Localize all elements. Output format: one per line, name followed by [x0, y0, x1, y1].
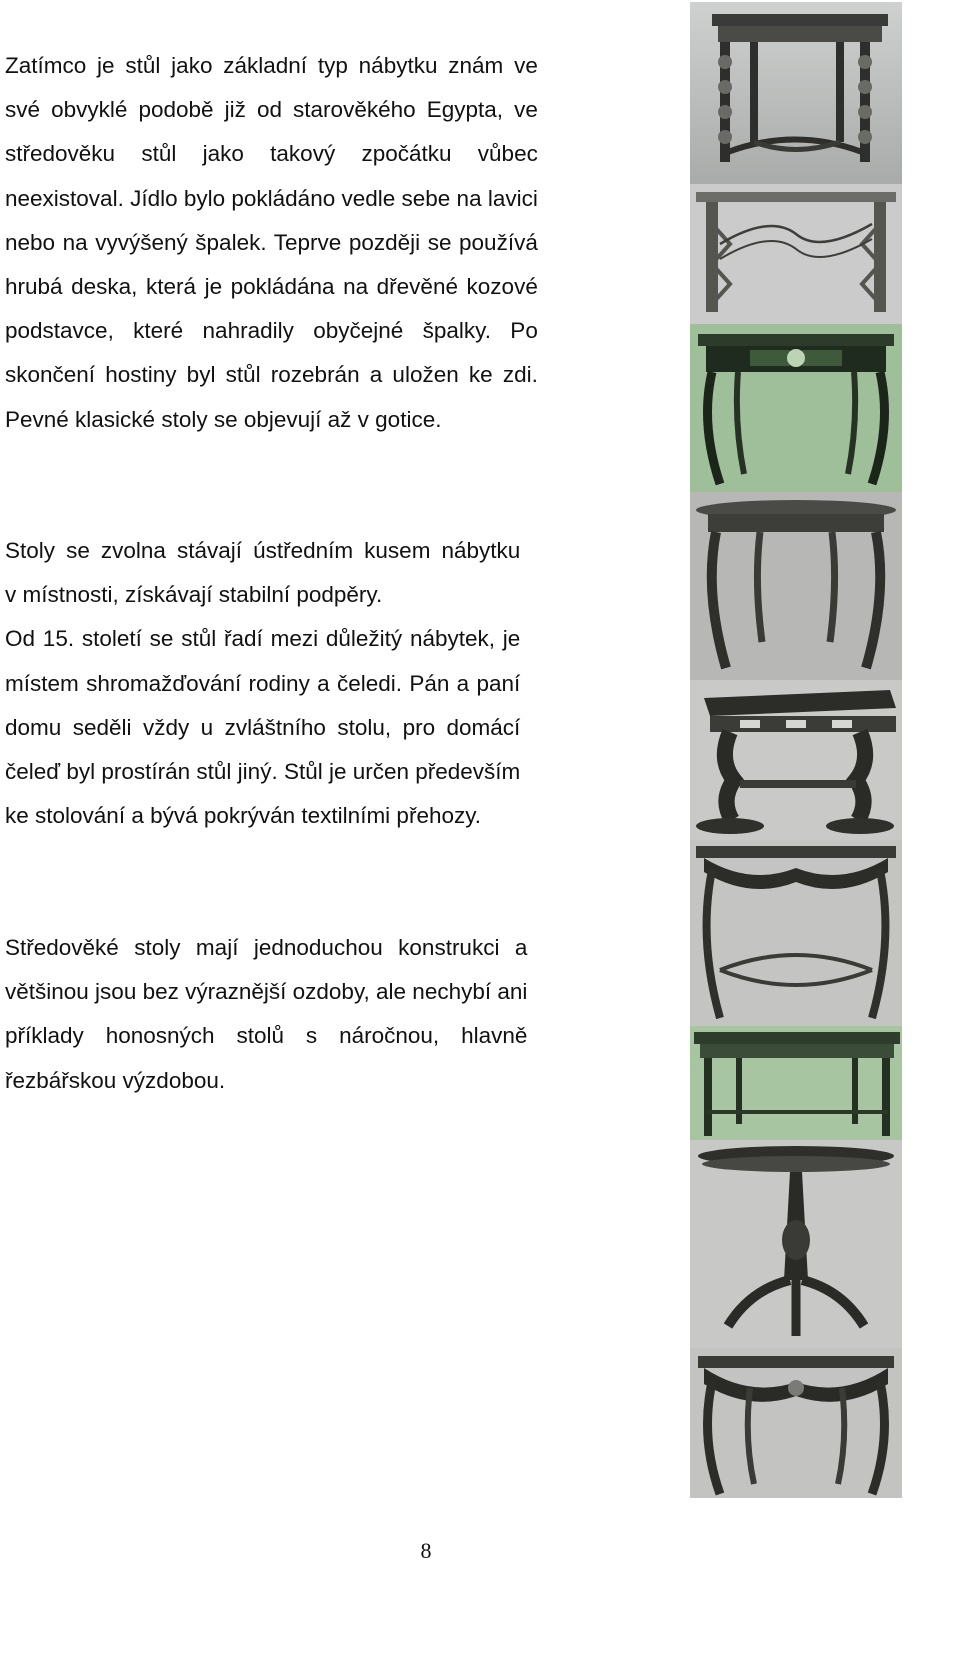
- cabriole-leg-oval-table-photo: [690, 492, 902, 680]
- page-number: 8: [420, 1538, 432, 1563]
- furniture-photo-strip: [690, 2, 902, 1498]
- text-line: místem shromažďování rodiny a čeledi. Pán a paní: [5, 670, 521, 696]
- text-line: Zatímco je stůl jako základní typ nábytku znám ve: [5, 53, 538, 78]
- paragraph-development: [5, 529, 520, 838]
- trestle-table-iron-brace-photo: [690, 184, 902, 324]
- green-straight-leg-table-photo: [690, 1026, 902, 1140]
- text-line: neexistoval. Jídlo bylo pokládáno vedle sebe na lavici: [5, 185, 538, 211]
- text-line: Od 15. století se stůl řadí mezi důležitý nábytek, je: [5, 626, 521, 652]
- rococo-carved-console-table-photo: [690, 840, 902, 1026]
- text-line: Stoly se zvolna stávají ústředním kusem nábytku: [5, 538, 521, 563]
- paragraph-origins: [5, 44, 538, 442]
- text-line: domu seděli vždy u zvláštního stolu, pro domácí: [5, 714, 521, 740]
- text-line: řezbářskou výzdobou.: [5, 1067, 226, 1093]
- carved-rococo-side-table-photo: [690, 1348, 902, 1498]
- text-line: Pevné klasické stoly se objevují až v gotice.: [5, 406, 442, 432]
- text-line: příklady honosných stolů s náročnou, hlavně: [5, 1023, 528, 1049]
- paragraph-construction: [5, 926, 527, 1103]
- text-line: čeleď byl prostírán stůl jiný. Stůl je určen především: [5, 759, 521, 785]
- text-line: středověku stůl jako takový zpočátku vůbec: [5, 141, 538, 167]
- green-carved-console-table-photo: [690, 324, 902, 492]
- text-line: nebo na vyvýšený špalek. Teprve později se používá: [5, 229, 538, 255]
- text-line: ke stolování a bývá pokrýván textilními přehozy.: [5, 803, 482, 829]
- text-line: v místnosti, získávají stabilní podpěry.: [5, 582, 383, 608]
- text-line: své obvyklé podobě již od starověkého Egypta, ve: [5, 97, 538, 123]
- tripod-pedestal-table-photo: [690, 1140, 902, 1348]
- baroque-twisted-leg-table-photo: [690, 2, 902, 184]
- text-line: většinou jsou bez výraznější ozdoby, ale nechybí ani: [5, 979, 528, 1005]
- text-line: hrubá deska, která je pokládána na dřevěné kozové: [5, 274, 538, 300]
- text-line: skončení hostiny byl stůl rozebrán a uložen ke zdi.: [5, 362, 538, 388]
- renaissance-trestle-writing-table-photo: [690, 680, 902, 840]
- text-line: podstavce, které nahradily obyčejné špalky. Po: [5, 318, 538, 344]
- text-line: Středověké stoly mají jednoduchou konstrukci a: [5, 935, 528, 960]
